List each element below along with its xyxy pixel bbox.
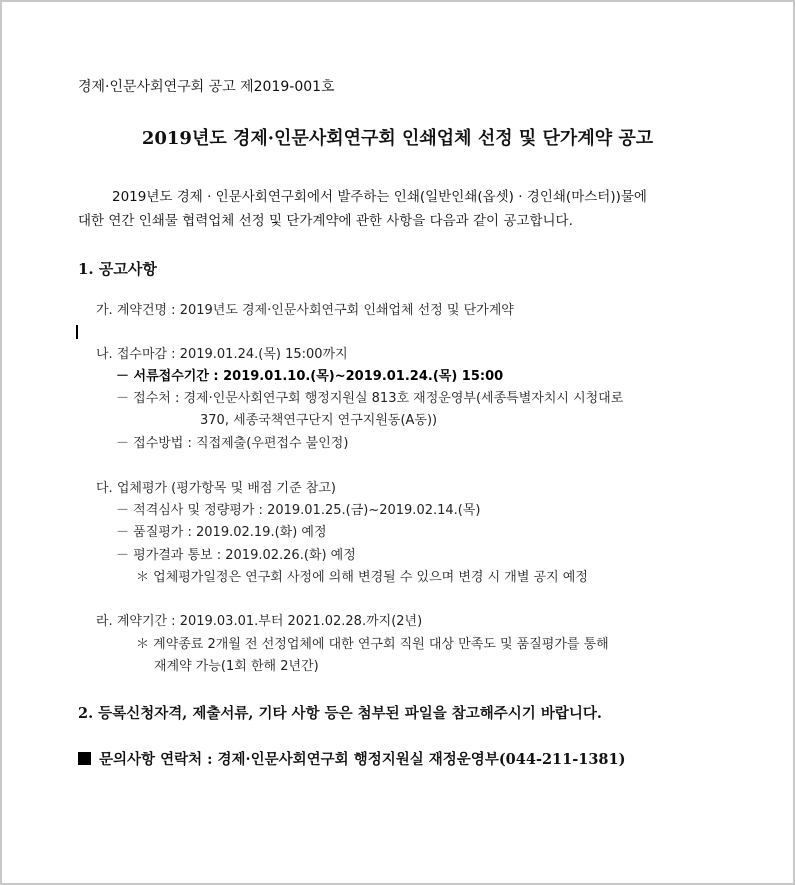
item-contract-period: 라. 계약기간 : 2019.03.01.부터 2021.02.28.까지(2년) [96,614,423,629]
intro-line-1: 2019년도 경제 · 인문사회연구회에서 발주하는 인쇄(일반인쇄(옵셋) · 경인쇄(마스터))물에 [112,189,647,205]
square-bullet-icon [78,752,91,765]
item-evaluation: 다. 업체평가 (평가항목 및 배점 기준 참고) [96,481,336,496]
eval-quality: － 품질평가 : 2019.02.19.(화) 예정 [116,525,327,540]
intro-line-2: 대한 연간 인쇄물 협력업체 선정 및 단가계약에 관한 사항을 다음과 같이 공고합니다. [78,213,573,229]
eval-result-notice: － 평가결과 통보 : 2019.02.26.(화) 예정 [116,548,356,563]
item-contract-name: 가. 계약건명 : 2019년도 경제·인문사회연구회 인쇄업체 선정 및 단가계약 [96,303,514,318]
submission-place-line-1: － 접수처 : 경제·인문사회연구회 행정지원실 813호 재정운영부(세종특별자치시 시청대로 [116,391,624,406]
eval-note: ＊ 업체평가일정은 연구회 사정에 의해 변경될 수 있으며 변경 시 개별 공지 예정 [136,570,588,585]
section-1-heading: 1. 공고사항 [78,260,157,278]
item-deadline: 나. 접수마감 : 2019.01.24.(목) 15:00까지 [96,347,348,362]
submission-method: － 접수방법 : 직접제출(우편접수 불인정) [116,436,349,451]
announcement-number: 경제·인문사회연구회 공고 제2019-001호 [78,79,335,95]
eval-qualification: － 적격심사 및 정량평가 : 2019.01.25.(금)~2019.02.14.(목) [116,503,481,518]
page-title: 2019년도 경제·인문사회연구회 인쇄업체 선정 및 단가계약 공고 [141,128,654,149]
text-cursor [76,325,78,339]
submission-place-line-2: 370, 세종국책연구단지 연구지원동(A동)) [200,413,438,428]
submission-period: － 서류접수기간 : 2019.01.10.(목)~2019.01.24.(목) 15:00 [116,369,504,384]
section-2-heading: 2. 등록신청자격, 제출서류, 기타 사항 등은 첨부된 파일을 참고해주시기 바랍니다. [78,705,602,722]
contract-note-line-1: ＊ 계약종료 2개월 전 선정업체에 대한 연구회 직원 대상 만족도 및 품질평가를 통해 [136,637,609,652]
contact-text: 문의사항 연락처 : 경제·인문사회연구회 행정지원실 재정운영부(044-211-1381) [99,751,626,768]
contact-line [78,751,625,769]
contract-note-line-2: 재계약 가능(1회 한해 2년간) [154,659,319,674]
